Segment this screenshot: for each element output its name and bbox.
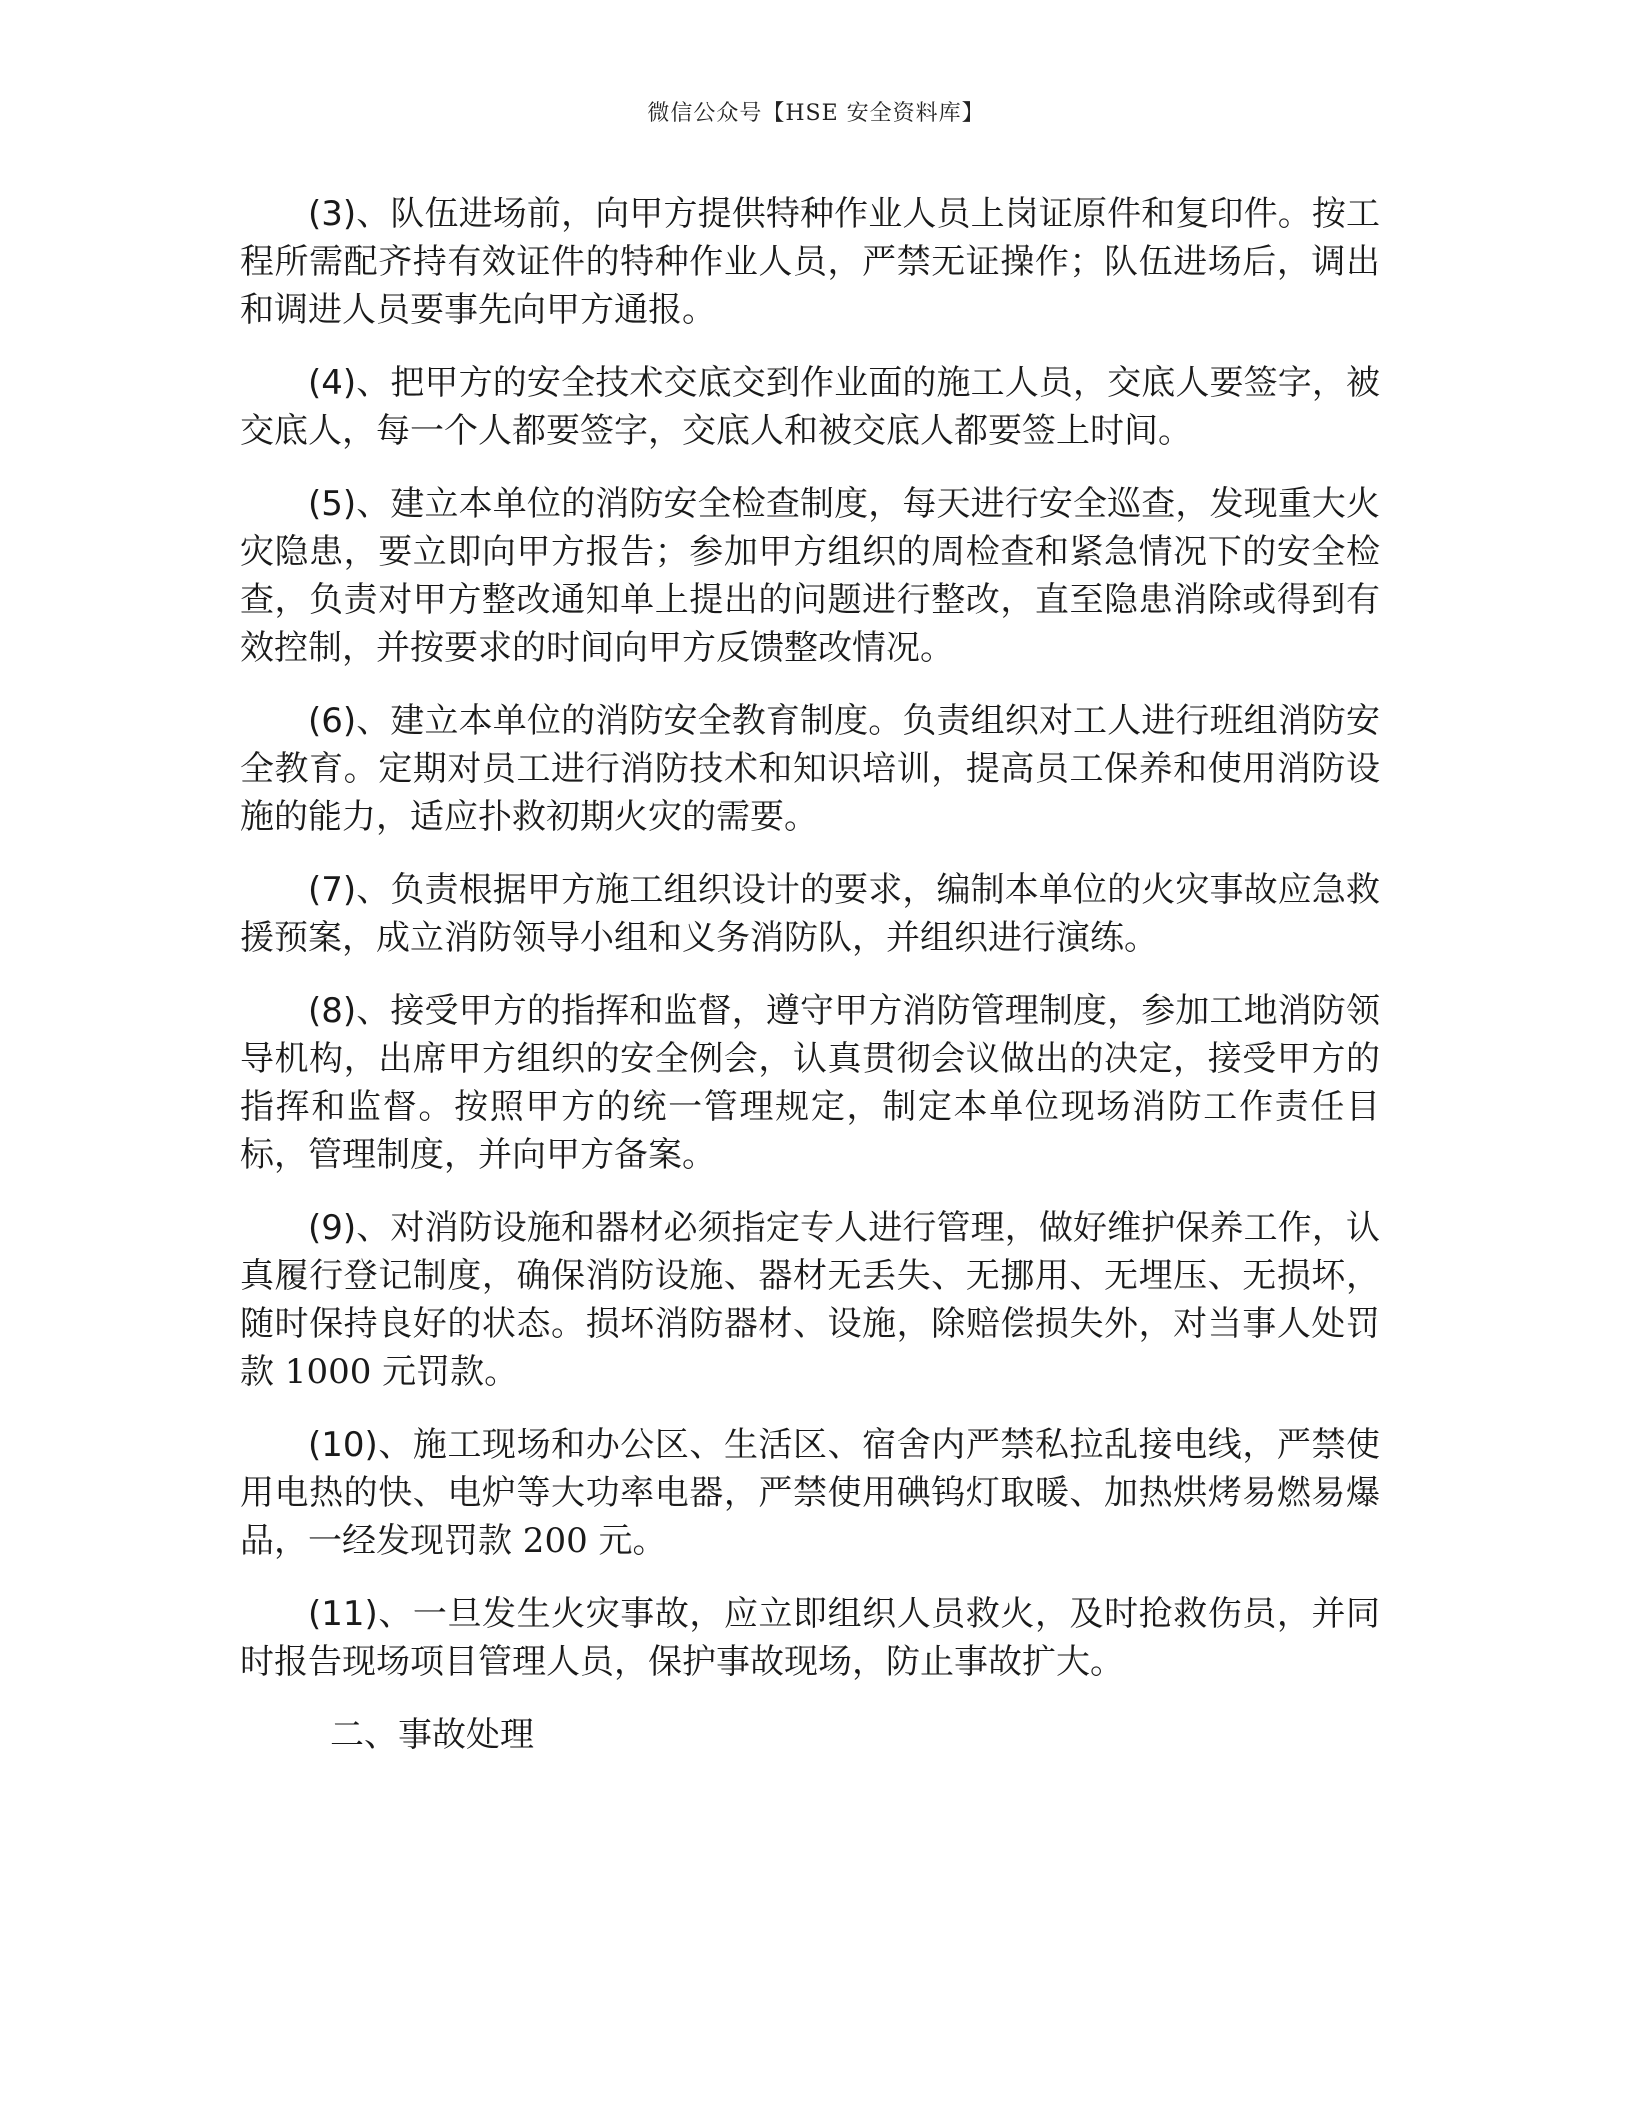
paragraph-text: 、对消防设施和器材必须指定专人进行管理，做好维护保养工作，认真履行登记制度，确保消防设施、器材无丢失、无挪用、无埋压、无损坏，随时保持良好的状态。损坏消防器材、设施，除赔偿损失外，对当事人处罚款 1000 元罚款。 xyxy=(240,1208,1380,1392)
item-number: (10) xyxy=(308,1425,378,1465)
item-number: (8) xyxy=(308,991,357,1031)
section-heading: 二、事故处理 xyxy=(330,1715,534,1755)
item-number: (9) xyxy=(308,1208,357,1248)
paragraph-text: 、施工现场和办公区、生活区、宿舍内严禁私拉乱接电线，严禁使用电热的快、电炉等大功率电器，严禁使用碘钨灯取暖、加热烘烤易燃易爆品，一经发现罚款 200 元。 xyxy=(240,1425,1380,1561)
paragraph-8 xyxy=(240,987,1380,1179)
paragraph-text: 、负责根据甲方施工组织设计的要求，编制本单位的火灾事故应急救援预案，成立消防领导小组和义务消防队，并组织进行演练。 xyxy=(240,870,1380,958)
item-number: (3) xyxy=(308,194,357,234)
paragraph-9 xyxy=(240,1204,1380,1396)
paragraph-10 xyxy=(240,1421,1380,1565)
paragraph-4 xyxy=(240,359,1380,455)
item-number: (6) xyxy=(308,701,357,741)
item-number: (7) xyxy=(308,870,357,910)
paragraph-text: 、把甲方的安全技术交底交到作业面的施工人员，交底人要签字，被交底人，每一个人都要签字，交底人和被交底人都要签上时间。 xyxy=(240,363,1380,451)
paragraph-text: 、建立本单位的消防安全检查制度，每天进行安全巡查，发现重大火灾隐患，要立即向甲方报告；参加甲方组织的周检查和紧急情况下的安全检查，负责对甲方整改通知单上提出的问题进行整改，直至隐患消除或得到有效控制，并按要求的时间向甲方反馈整改情况。 xyxy=(240,484,1380,668)
paragraph-6 xyxy=(240,697,1380,841)
paragraph-text: 、一旦发生火灾事故，应立即组织人员救火，及时抢救伤员，并同时报告现场项目管理人员，保护事故现场，防止事故扩大。 xyxy=(240,1594,1380,1682)
paragraph-text: 、队伍进场前，向甲方提供特种作业人员上岗证原件和复印件。按工程所需配齐持有效证件的特种作业人员，严禁无证操作；队伍进场后，调出和调进人员要事先向甲方通报。 xyxy=(240,194,1380,330)
paragraph-text: 、建立本单位的消防安全教育制度。负责组织对工人进行班组消防安全教育。定期对员工进行消防技术和知识培训，提高员工保养和使用消防设施的能力，适应扑救初期火灾的需要。 xyxy=(240,701,1380,837)
item-number: (5) xyxy=(308,484,357,524)
paragraph-11 xyxy=(240,1590,1380,1686)
paragraph-3 xyxy=(240,190,1380,334)
paragraph-5 xyxy=(240,480,1380,672)
page-header: 微信公众号【HSE 安全资料库】 xyxy=(647,101,985,126)
paragraph-text: 、接受甲方的指挥和监督，遵守甲方消防管理制度，参加工地消防领导机构，出席甲方组织的安全例会，认真贯彻会议做出的决定，接受甲方的指挥和监督。按照甲方的统一管理规定，制定本单位现场消防工作责任目标，管理制度，并向甲方备案。 xyxy=(240,991,1380,1175)
document-body xyxy=(240,190,1380,1759)
item-number: (11) xyxy=(308,1594,378,1634)
item-number: (4) xyxy=(308,363,357,403)
paragraph-7 xyxy=(240,866,1380,962)
